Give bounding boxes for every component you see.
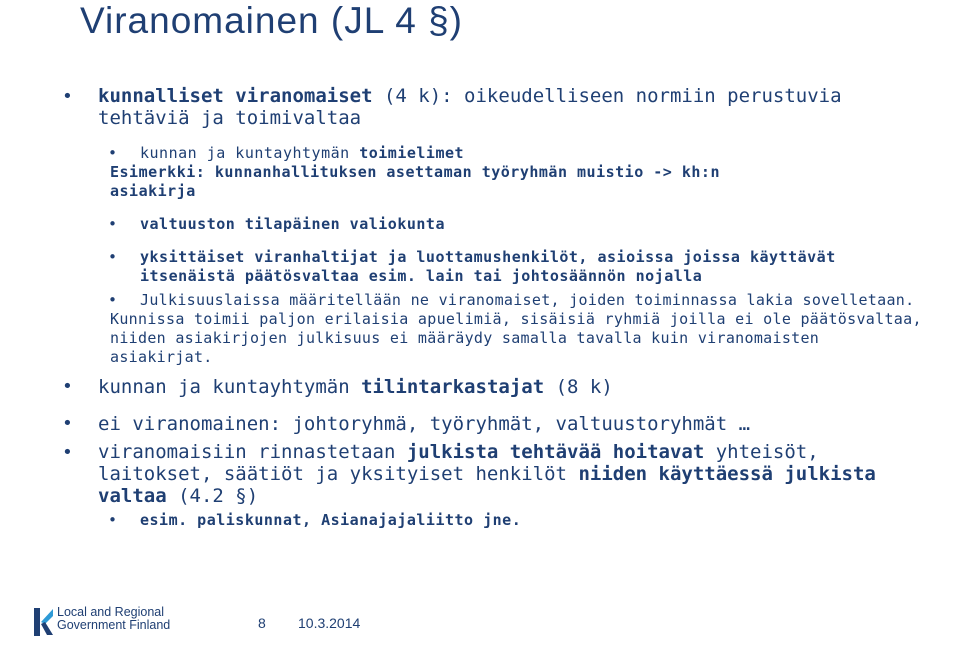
bullet-dot: • <box>62 376 73 397</box>
item-text: yhteisöt, <box>704 441 819 463</box>
sub-list-item <box>140 215 445 234</box>
bold-text: asiakirja <box>110 182 196 200</box>
bold-text: niiden käyttäessä julkista <box>578 463 876 485</box>
item-text: Kunnissa toimii paljon erilaisia apuelimiä, sisäisiä ryhmiä joilla ei ole päätösvaltaa, <box>110 310 922 328</box>
sub-bullet-dot: • <box>108 144 118 162</box>
bold-text: yksittäiset viranhaltijat ja luottamushenkilöt, asioissa joissa käyttävät <box>140 248 836 266</box>
logo-line: Local and Regional <box>57 605 165 619</box>
item-text: (4.2 §) <box>166 485 259 507</box>
logo-text <box>57 606 170 632</box>
logo-line: Government Finland <box>57 618 171 632</box>
sub-bullet-dot: • <box>108 248 118 266</box>
list-item <box>98 413 750 435</box>
bullet-dot: • <box>62 413 73 434</box>
list-item <box>98 85 842 129</box>
sub-bullet-dot: • <box>108 291 118 309</box>
page-number: 8 <box>258 615 266 631</box>
bold-text: Esimerkki: kunnanhallituksen asettaman työryhmän muistio -> kh:n <box>110 163 720 181</box>
list-item <box>98 441 876 507</box>
sub-list-item <box>140 511 521 530</box>
bullet-dot: • <box>62 442 73 463</box>
bold-text: julkista tehtävää hoitavat <box>406 441 705 463</box>
sub-list-item <box>110 144 720 201</box>
sub-list-item <box>110 291 922 367</box>
item-text: tehtäviä ja toimivaltaa <box>98 107 362 129</box>
page-title: Viranomainen (JL 4 §) <box>80 0 463 41</box>
item-text: laitokset, säätiöt ja yksityiset henkilöt <box>98 463 579 485</box>
item-text: viranomaisiin rinnastetaan <box>98 441 407 463</box>
sub-bullet-dot: • <box>108 215 118 233</box>
bold-text: valtaa <box>98 485 167 507</box>
item-text: kunnan ja kuntayhtymän <box>98 376 362 398</box>
bold-text: itsenäistä päätösvaltaa esim. lain tai johtosäännön nojalla <box>140 267 703 285</box>
bold-text: esim. paliskunnat, Asianajajaliitto jne. <box>140 511 522 529</box>
sub-list-item <box>140 248 836 286</box>
bold-text: valtuuston tilapäinen valiokunta <box>140 215 445 233</box>
bold-text: tilintarkastajat <box>361 376 545 398</box>
item-text: Julkisuuslaissa määritellään ne viranomaiset, joiden toiminnassa lakia sovelletaan. <box>140 291 915 309</box>
list-item <box>98 376 613 398</box>
logo-mark-icon <box>33 606 55 638</box>
item-text: asiakirjat. <box>110 348 213 366</box>
bold-text: toimielimet <box>359 144 465 162</box>
bold-text: kunnalliset viranomaiset <box>98 85 373 107</box>
organization-logo <box>33 606 173 640</box>
bullet-dot: • <box>62 86 73 107</box>
item-text: niiden asiakirjojen julkisuus ei määräydy samalla tavalla kuin viranomaisten <box>110 329 820 347</box>
sub-bullet-dot: • <box>108 511 118 529</box>
item-text: (4 k): oikeudelliseen normiin perustuvia <box>372 85 842 107</box>
slide-date: 10.3.2014 <box>298 615 361 631</box>
item-text: kunnan ja kuntayhtymän <box>140 144 360 162</box>
item-text: (8 k) <box>544 376 613 398</box>
item-text: ei viranomainen: johtoryhmä, työryhmät, valtuustoryhmät … <box>98 413 751 435</box>
